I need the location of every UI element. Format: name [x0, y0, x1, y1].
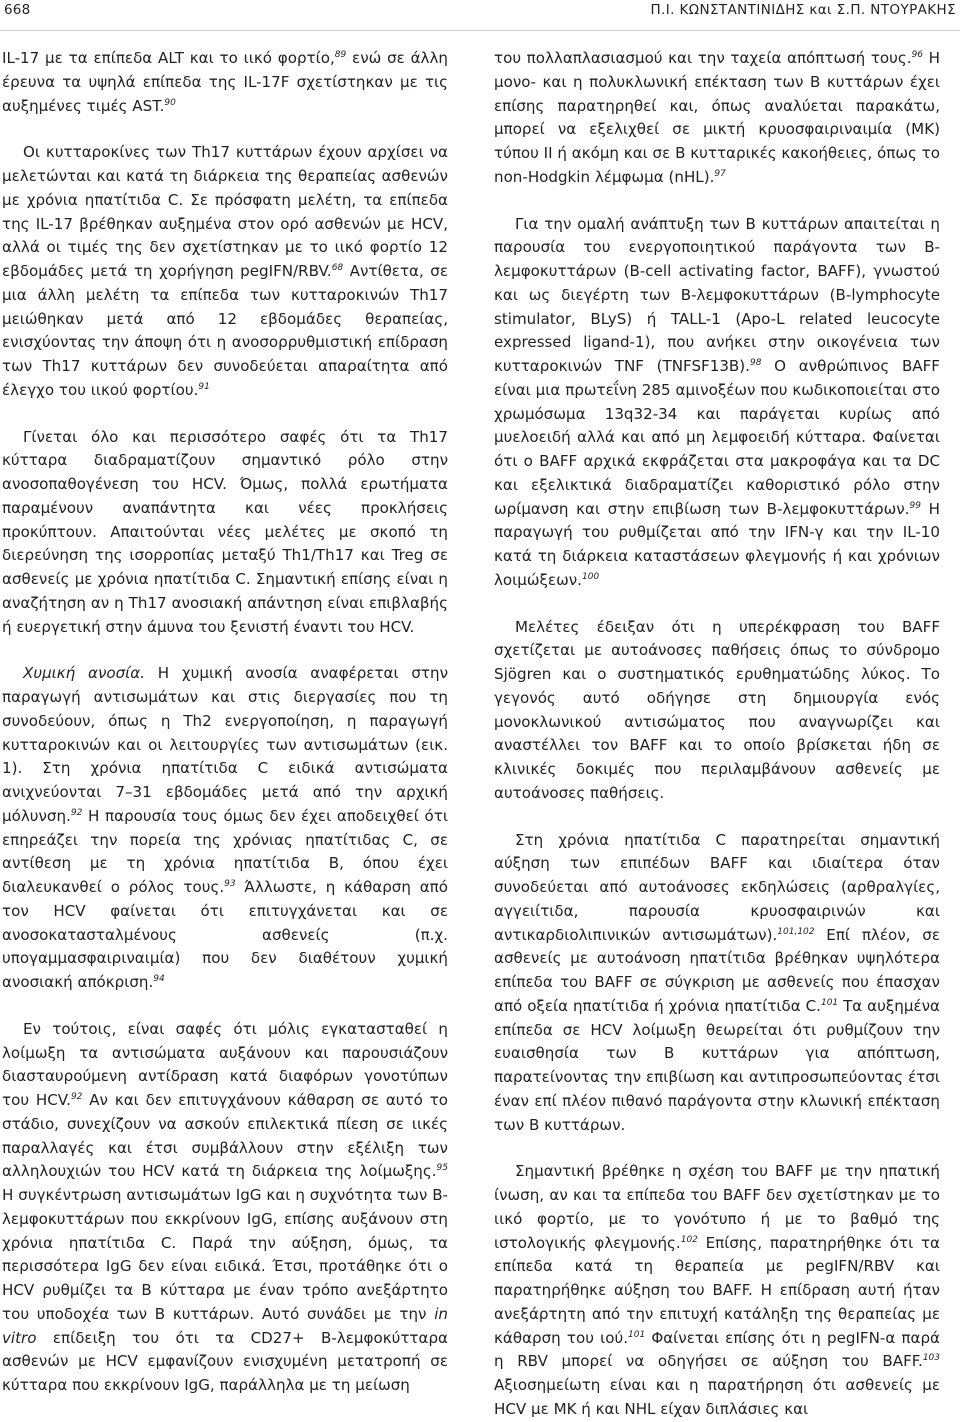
- citation: 97: [714, 168, 726, 179]
- paragraph: Χυμική ανοσία. Η χυμική ανοσία αναφέρεται στην παραγωγή αντισωμάτων και στις διεργασίες που τη συνοδεύουν, όπως η Th2 ενεργοποίηση, η παραγωγή κυτταροκινών και οι λειτουργίες των αντισωμάτων (εικ. 1). Στη χρόνια ηπατίτιδα C ειδικά αντισώματα ανιχνεύονται 7–31 εβδομάδες μετά από την αρχική μόλυνση.$^{92}$ Η παρουσία τους όμως δεν έχει αποδειχθεί ότι επηρεάζει την πορεία της χρόνιας ηπατίτιδας C, σε αντίθεση με τη χρόνια ηπατίτιδα Β, όπου έχει διαλευκανθεί ο ρόλος τους.$^{93}$ Άλλωστε, η κάθαρση από τον HCV φαίνεται ότι επιτυγχάνεται και σε ανοσοκατασταλμένους ασθενείς (π.χ. υπογαμμασφαιριναιμία) που δεν διαθέτουν χυμική ανοσιακή απόκριση.$^{94}$: [2, 664, 449, 991]
- citation: 89: [334, 49, 347, 60]
- italic-term: in vitro: [2, 1304, 448, 1347]
- citation: 94: [153, 973, 165, 984]
- running-head: Π.Ι. ΚΩΝΣΤΑΝΤΙΝΙΔΗΣ και Σ.Π. ΝΤΟΥΡΑΚΗΣ: [650, 2, 956, 18]
- citation: 99: [909, 500, 921, 511]
- paragraph: Στη χρόνια ηπατίτιδα C παρατηρείται σημαντική αύξηση των επιπέδων BAFF και ιδιαίτερα όταν συνοδεύεται από αυτοάνοσες εκδηλώσεις (αρθραλγίες, αγγειίτιδα, παρουσία κρυοσφαιρινών και αντικαρδιολιπινικών αντισωμάτων).$^{101,102}$ Επί πλέον, σε ασθενείς με αυτοάνοση ηπατίτιδα βρέθηκαν υψηλότερα επίπεδα του BAFF σε σύγκριση με ασθενείς που έπασχαν από οξεία ηπατίτιδα ή χρόνια ηπατίτιδα C.$^{101}$ Τα αυξημένα επίπεδα σε HCV λοίμωξη θεωρείται ότι ρυθμίζουν την ευαισθησία των Β κυττάρων για απόπτωση, παρατείνοντας την επιβίωση και αντιπροσωπεύοντας έτσι έναν επί πλέον πιθανό παράγοντα στην κλωνική επέκταση των Β κυττάρων.: [494, 830, 940, 1134]
- paragraph: Μελέτες έδειξαν ότι η υπερέκφραση του BAFF σχετίζεται με αυτοάνοσες παθήσεις όπως το σύνδρομο Sjögren και ο συστηματικός ερυθηματώδης λύκος. Το γεγονός αυτό οδήγησε στη δημιουργία ενός μονοκλωνικού αντισώματος που αναγνωρίζει και αναστέλλει τον BAFF και το οποίο βρίσκεται ήδη σε κλινικές δοκιμές που περιλαμβάνουν ασθενείς με αυτοάνοσες παθήσεις.: [494, 617, 940, 802]
- paragraph: Σημαντική βρέθηκε η σχέση του BAFF με την ηπατική ίνωση, αν και τα επίπεδα του BAFF δεν σχετίστηκαν με το ιικό φορτίο, με το γονότυπο ή με το βαθμό της ιστολογικής φλεγμονής.$^{102}$ Επίσης, παρατηρήθηκε ότι τα επίπεδα κατά τη θεραπεία με pegIFN/RBV και παρατηρήθηκε αύξηση του BAFF. Η επίδραση αυτή ήταν ανεξάρτητη από την επιτυχή κατάληξη της θεραπείας με κάθαρση του ιού.$^{101}$ Φαίνεται επίσης ότι η pegIFN-α παρά η RBV μπορεί να οδηγήσει σε αύξηση του BAFF.$^{103}$ Αξιοσημείωτη είναι και η παρατήρηση ότι ασθενείς με HCV με MK ή και NHL είχαν διπλάσιες και: [494, 1162, 940, 1418]
- citation: 101,102: [777, 926, 815, 937]
- citation: 103: [922, 1353, 940, 1364]
- citation: 93: [224, 878, 236, 889]
- citation: 90: [164, 97, 176, 108]
- citation: 96: [911, 49, 924, 60]
- paragraph: Οι κυτταροκίνες των Th17 κυττάρων έχουν αρχίσει να μελετώνται και κατά τη διάρκεια της θεραπείας ασθενών με χρόνια ηπατίτιδα C. Σε πρόσφατη μελέτη, τα επίπεδα της IL-17 βρέθηκαν αυξημένα στον ορό ασθενών με HCV, αλλά οι τιμές της δεν σχετίστηκαν με το ιικό φορτίο 12 εβδομάδες μετά τη χορήγηση pegIFN/RBV.$^{68}$ Αντίθετα, σε μια άλλη μελέτη τα επίπεδα των κυτταροκινών Th17 μειώθηκαν μετά από 12 εβδομάδες θεραπείας, ενισχύοντας την άποψη ότι η ανοσορρυθμιστική επίδραση των Th17 κυττάρων δεν συνοδεύεται απαραίτητα από έλεγχο του ιικού φορτίου.$^{91}$: [2, 143, 449, 399]
- section-heading: Χυμική ανοσία.: [23, 664, 146, 683]
- right-column: [494, 47, 940, 1418]
- citation: 98: [749, 357, 762, 368]
- citation: 92: [70, 1091, 83, 1102]
- paragraph: Γίνεται όλο και περισσότερο σαφές ότι τα Th17 κύτταρα διαδραματίζουν σημαντικό ρόλο στην ανοσοπαθογένεση του HCV. Όμως, πολλά ερωτήματα παραμένουν αναπάντητα και νέες προκλήσεις προκύπτουν. Απαιτούνται νέες μελέτες με σκοπό τη διερεύνηση της ισορροπίας μεταξύ Th1/Th17 και Treg σε ασθενείς με χρόνια ηπατίτιδα C. Σημαντική επίσης είναι η αναζήτηση αν η Th17 ανοσιακή απάντηση είναι επιβλαβής ή ευεργετική στην άμυνα του ξενιστή έναντι του HCV.: [2, 427, 448, 636]
- citation: 101: [820, 997, 839, 1008]
- page-number: 668: [4, 2, 31, 18]
- citation: 102: [680, 1234, 698, 1245]
- page-header: [0, 0, 960, 31]
- paragraph: Εν τούτοις, είναι σαφές ότι μόλις εγκατασταθεί η λοίμωξη τα αντισώματα αυξάνουν και παρουσιάζουν διασταυρούμενη αντίδραση κατά διαφόρων γονοτύπων του HCV.$^{92}$ Αν και δεν επιτυγχάνουν κάθαρση σε αυτό το στάδιο, συνεχίζουν να ασκούν επιλεκτικά πίεση σε ιικές παραλλαγές και έτσι συμβάλλουν στην εξέλιξη των αλληλουχιών του HCV κατά τη διάρκεια της λοίμωξης.$^{95}$ Η συγκέντρωση αντισωμάτων IgG και η συχνότητα των Β-λεμφοκυττάρων που εκκρίνουν IgG, επίσης αυξάνουν στη χρόνια ηπατίτιδα C. Παρά την αύξηση, όμως, τα περισσότερα IgG δεν είναι ειδικά. Έτσι, προτάθηκε ότι ο HCV ρυθμίζει τα Β κύτταρα με έναν τρόπο ανεξάρτητο του υποδοχέα των Β κυττάρων. Αυτό συνάδει με την in vitro επίδειξη του ότι τα CD27+ Β-λεμφοκύτταρα ασθενών με HCV εμφανίζουν ενισχυμένη μετατροπή σε κύτταρα που εκκρίνουν IgG, παράλληλα με τη μείωση: [2, 1019, 448, 1394]
- left-column: [2, 47, 449, 1394]
- citation: 101: [628, 1329, 646, 1340]
- citation: 92: [70, 807, 83, 818]
- paragraph: Για την ομαλή ανάπτυξη των Β κυττάρων απαιτείται η παρουσία του ενεργοποιητικού παράγοντα των Β-λεμφοκυττάρων (B-cell activating factor, BAFF), γνωστού και ως διεγέρτη των Β-λεμφοκυττάρων (B-lymphocyte stimulator, BLyS) ή TALL-1 (Apo-L related leucocyte expressed ligand-1), που ανήκει στην οικογένεια των κυτταροκινών TNF (TNFSF13B).$^{98}$ Ο ανθρώπινος BAFF είναι μια πρωτεΐνη 285 αμινοξέων που κωδικοποιείται στο χρωμόσωμα 13q32-34 και παράγεται κυρίως από μυελοειδή αλλά και από μη λεμφοειδή κύτταρα. Φαίνεται ότι ο BAFF αρχικά εκφράζεται στα μακροφάγα και τα DC και εξελικτικά διαδραματίζει καθοριστικό ρόλο στην ωρίμανση και στην επιβίωση των Β-λεμφοκυττάρων.$^{99}$ Η παραγωγή του ρυθμίζεται από την IFN-γ και την IL-10 κατά τη διάρκεια καταστάσεων φλεγμονής ή και χρόνιων λοιμώξεων.$^{100}$: [494, 214, 940, 589]
- citation: 95: [436, 1163, 448, 1174]
- paragraph: του πολλαπλασιασμού και την ταχεία απόπτωσή τους.$^{96}$ Η μονο- και η πολυκλωνική επέκταση των Β κυττάρων έχει επίσης παρατηρηθεί και, όπως αναλύεται παρακάτω, μπορεί να εξελιχθεί σε μικτή κρυοσφαιριναιμία (ΜΚ) τύπου ΙΙ ή ακόμη και σε Β κυτταρικές κακοήθειες, όπως το non-Hodgkin λέμφωμα (nHL).$^{97}$: [494, 49, 940, 186]
- citation: 100: [581, 571, 600, 582]
- paragraph: IL-17 με τα επίπεδα ALT και το ιικό φορτίο,$^{89}$ ενώ σε άλλη έρευνα τα υψηλά επίπεδα της IL-17F σχετίστηκαν με τις αυξημένες τιμές AST.$^{90}$: [2, 49, 448, 115]
- citation: 91: [198, 381, 210, 392]
- citation: 68: [331, 262, 344, 273]
